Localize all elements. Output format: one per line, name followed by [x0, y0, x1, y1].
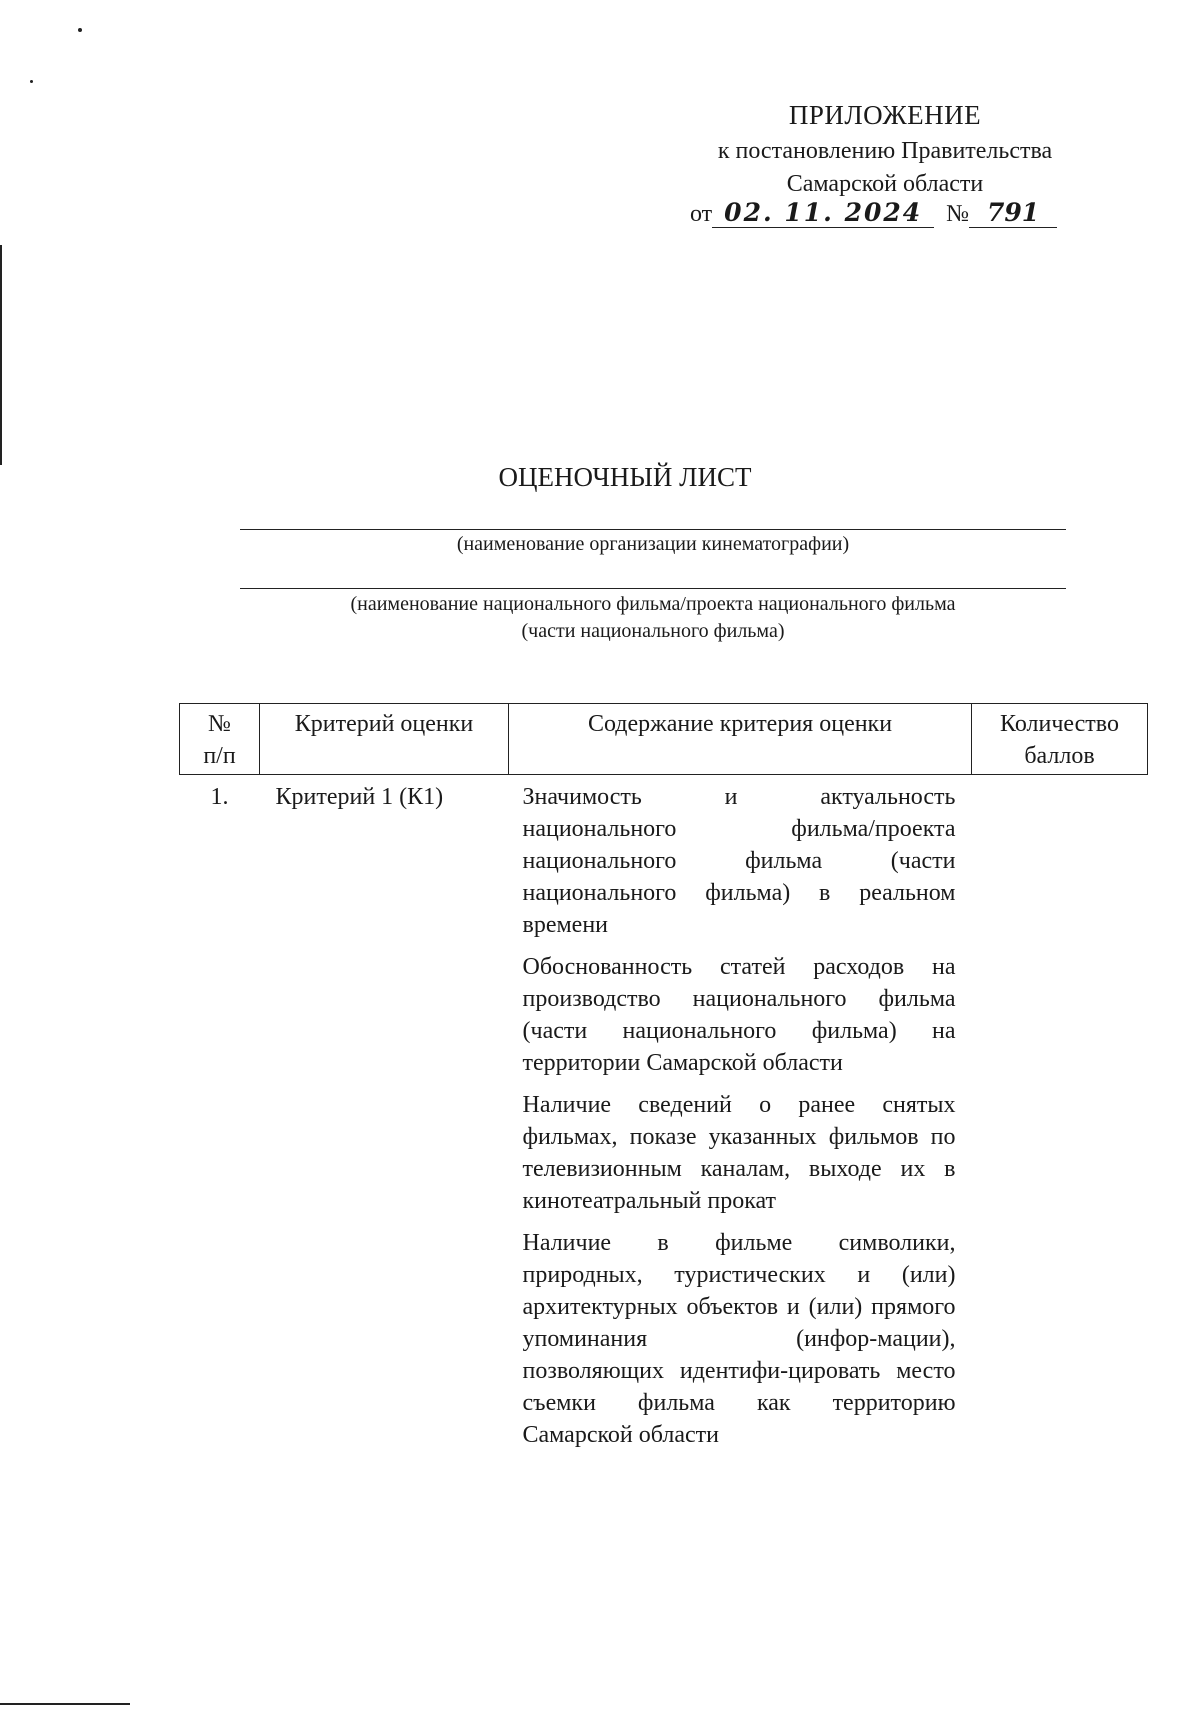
film-caption-line1: (наименование национального фильма/проекта национального фильма: [350, 593, 956, 615]
document-title: ОЦЕНОЧНЫЙ ЛИСТ: [498, 462, 752, 492]
header-num: [180, 704, 260, 775]
row-num: 1.: [210, 784, 229, 810]
scan-edge-mark: [0, 245, 2, 465]
appendix-title: ПРИЛОЖЕНИЕ: [788, 100, 982, 130]
film-caption-line2: (части национального фильма): [521, 620, 785, 642]
header-points: [972, 704, 1148, 775]
row-criterion: Критерий 1 (К1): [275, 784, 444, 810]
handwritten-date: 02. 11. 2024: [712, 198, 934, 228]
appendix-line-resolution: к постановлению Правительства: [717, 138, 1053, 164]
header-num-label: п/п: [203, 743, 236, 769]
content-paragraph: Наличие сведений о ранее снятых фильмах, показе указанных фильмов по телевизионным каналам, выходе их в кинотеатральный прокат: [522, 1092, 956, 1214]
header-criterion: Критерий оценки: [260, 704, 509, 775]
handwritten-number: 791: [969, 198, 1057, 228]
appendix-line-region: Самарской области: [786, 171, 984, 197]
org-caption: (наименование организации кинематографии): [456, 533, 850, 555]
scan-edge-mark: [0, 1703, 130, 1705]
table-header-row: [180, 704, 1148, 775]
appendix-date-line: [690, 198, 1110, 228]
date-prefix: от: [690, 201, 713, 227]
scan-speck: [78, 28, 82, 32]
header-num-symbol: №: [208, 711, 231, 737]
number-prefix: №: [946, 201, 970, 227]
header-points-line2: баллов: [1024, 743, 1095, 769]
row-content: [509, 775, 972, 1462]
table-row: [180, 775, 1148, 1462]
scan-speck: [30, 80, 33, 83]
header-content: Содержание критерия оценки: [509, 704, 972, 775]
row-points: [972, 775, 1148, 1462]
content-paragraph: Наличие в фильме символики, природных, туристических и (или) архитектурных объектов и (или) прямого упоминания (инфор-мации), позволяющих идентифи-цировать место съемки фильма как территорию Самарской области: [522, 1230, 956, 1448]
content-paragraph: Обоснованность статей расходов на производство национального фильма (части национального фильма) на территории Самарской области: [522, 954, 956, 1076]
org-fill-line: [240, 529, 1066, 530]
header-points-line1: Количество: [1000, 711, 1119, 737]
evaluation-table: [179, 703, 1148, 1461]
content-paragraph: Значимость и актуальность национального фильма/проекта национального фильма (части национального фильма) в реальном времени: [522, 784, 956, 938]
film-fill-line: [240, 588, 1066, 589]
